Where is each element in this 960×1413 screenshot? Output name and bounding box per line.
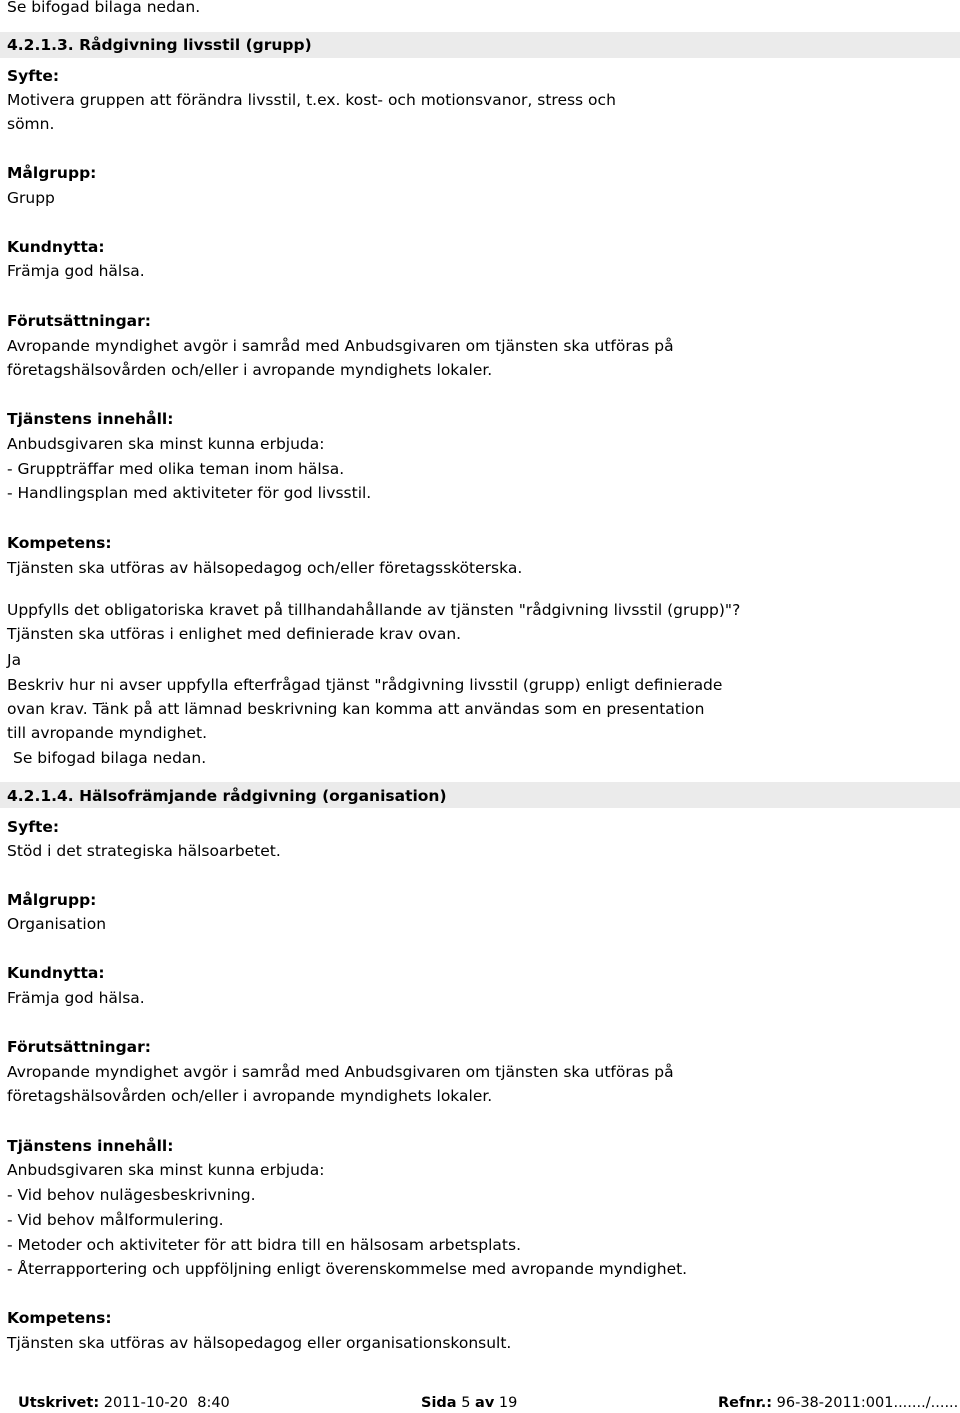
description-prompt: till avropande myndighet. (7, 724, 208, 742)
description-prompt: Beskriv hur ni avser uppfylla efterfrågad tjänst "rådgivning livsstil (grupp) enligt definierade (7, 676, 723, 694)
footer-page-number: 5 (461, 1395, 471, 1411)
attachment-note: Se bifogad bilaga nedan. (13, 749, 207, 767)
forutsattningar-text: Avropande myndighet avgör i samråd med Anbudsgivaren om tjänsten ska utföras på (7, 1063, 674, 1081)
malgrupp-value: Organisation (7, 915, 107, 933)
syfte-text: Motivera gruppen att förändra livsstil, t.ex. kost- och motionsvanor, stress och (7, 91, 616, 109)
syfte-text: sömn. (7, 115, 55, 133)
innehall-label: Tjänstens innehåll: (7, 1137, 174, 1155)
innehall-label: Tjänstens innehåll: (7, 410, 174, 428)
innehall-text: - Metoder och aktiviteter för att bidra till en hälsosam arbetsplats. (7, 1236, 522, 1254)
innehall-text: - Vid behov målformulering. (7, 1211, 224, 1229)
footer-printed-value: 2011-10-20 8:40 (103, 1395, 230, 1411)
footer-printed-label: Utskrivet: (18, 1395, 100, 1411)
syfte-label: Syfte: (7, 67, 60, 85)
innehall-text: Anbudsgivaren ska minst kunna erbjuda: (7, 1161, 325, 1179)
footer-page-of: av (475, 1395, 495, 1411)
forutsattningar-text: företagshälsovården och/eller i avropande myndighets lokaler. (7, 361, 493, 379)
footer-ref-label: Refnr.: (718, 1395, 773, 1411)
innehall-text: - Återrapportering och uppföljning enligt överenskommelse med avropande myndighet. (7, 1260, 688, 1278)
section-heading: 4.2.1.3. Rådgivning livsstil (grupp) (7, 36, 312, 54)
innehall-text: - Gruppträffar med olika teman inom hälsa. (7, 460, 345, 478)
syfte-label: Syfte: (7, 818, 60, 836)
description-prompt: ovan krav. Tänk på att lämnad beskrivning kan komma att användas som en presentation (7, 700, 705, 718)
requirement-answer: Ja (7, 651, 22, 669)
footer-ref (718, 1393, 958, 1413)
kundnytta-label: Kundnytta: (7, 238, 105, 256)
malgrupp-label: Målgrupp: (7, 164, 97, 182)
footer-page (421, 1393, 517, 1413)
forutsattningar-text: företagshälsovården och/eller i avropande myndighets lokaler. (7, 1087, 493, 1105)
kundnytta-label: Kundnytta: (7, 964, 105, 982)
attachment-note: Se bifogad bilaga nedan. (7, 0, 201, 16)
kompetens-value: Tjänsten ska utföras av hälsopedagog eller organisationskonsult. (7, 1334, 512, 1352)
kompetens-value: Tjänsten ska utföras av hälsopedagog och/eller företagssköterska. (7, 559, 523, 577)
innehall-text: - Handlingsplan med aktiviteter för god livsstil. (7, 484, 372, 502)
forutsattningar-label: Förutsättningar: (7, 1038, 151, 1056)
malgrupp-label: Målgrupp: (7, 891, 97, 909)
requirement-question: Uppfylls det obligatoriska kravet på tillhandahållande av tjänsten "rådgivning livsstil (grupp)"? (7, 601, 741, 619)
footer-printed (18, 1393, 230, 1413)
footer-page-label: Sida (421, 1395, 457, 1411)
syfte-text: Stöd i det strategiska hälsoarbetet. (7, 842, 281, 860)
footer-page-total: 19 (498, 1395, 518, 1411)
malgrupp-value: Grupp (7, 189, 55, 207)
innehall-text: Anbudsgivaren ska minst kunna erbjuda: (7, 435, 325, 453)
forutsattningar-label: Förutsättningar: (7, 312, 151, 330)
innehall-text: - Vid behov nulägesbeskrivning. (7, 1186, 256, 1204)
footer-ref-value: 96-38-2011:001......./...... (776, 1395, 959, 1411)
kompetens-label: Kompetens: (7, 534, 112, 552)
kundnytta-value: Främja god hälsa. (7, 989, 145, 1007)
section-heading: 4.2.1.4. Hälsofrämjande rådgivning (organisation) (7, 787, 447, 805)
forutsattningar-text: Avropande myndighet avgör i samråd med Anbudsgivaren om tjänsten ska utföras på (7, 337, 674, 355)
kundnytta-value: Främja god hälsa. (7, 262, 145, 280)
requirement-question: Tjänsten ska utföras i enlighet med definierade krav ovan. (7, 625, 462, 643)
kompetens-label: Kompetens: (7, 1309, 112, 1327)
